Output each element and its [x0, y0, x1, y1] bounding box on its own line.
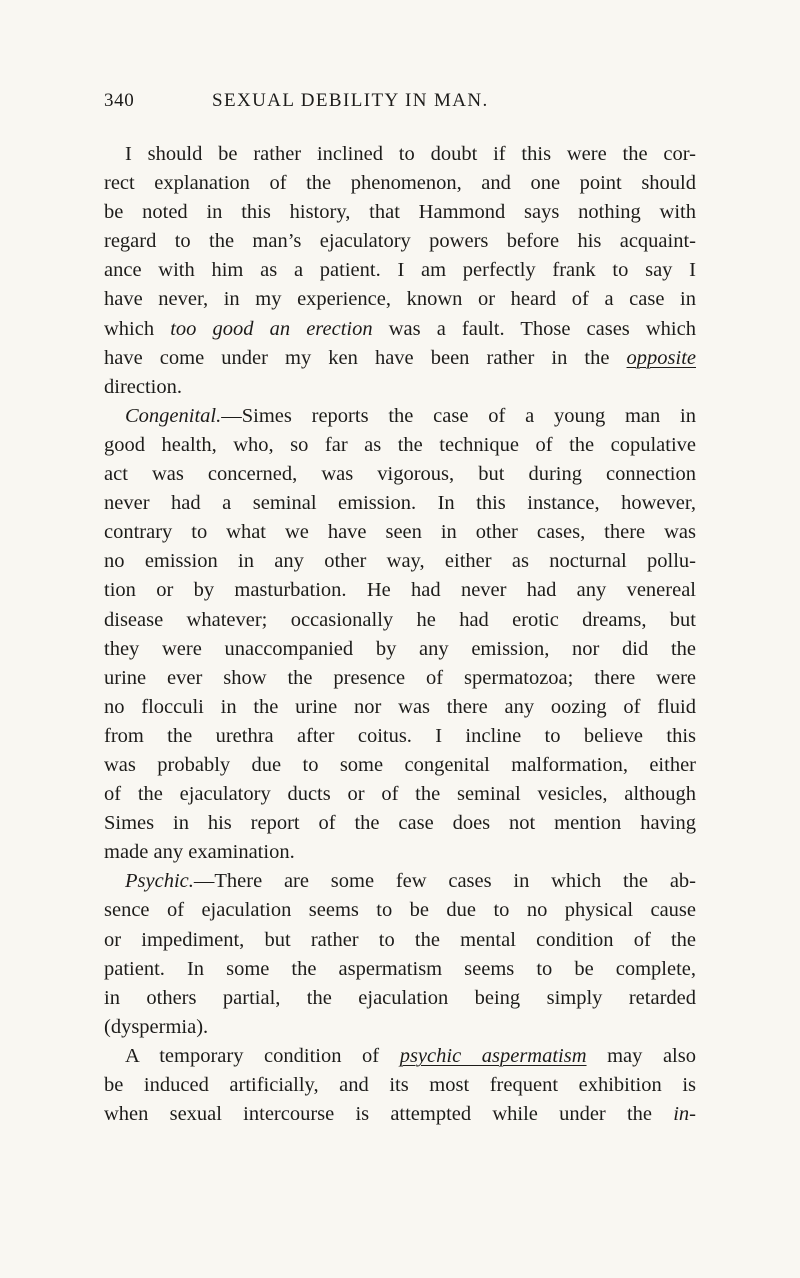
text-line: of the ejaculatory ducts or of the seminal vesicles, although — [104, 783, 696, 806]
text-line: be noted in this history, that Hammond says nothing with — [104, 201, 696, 224]
text-line: when sexual intercourse is attempted while under the in- — [104, 1103, 696, 1126]
paragraph-2 — [104, 402, 696, 868]
page-number: 340 — [104, 90, 135, 111]
text-line: no emission in any other way, either as nocturnal pollu- — [104, 550, 696, 573]
text-line: urine ever show the presence of spermatozoa; there were — [104, 666, 696, 689]
text-line: Psychic.—There are some few cases in which the ab- — [125, 870, 696, 893]
paragraph-4 — [104, 1042, 696, 1129]
underlined-phrase: psychic aspermatism — [399, 1044, 587, 1067]
text-line: regard to the man’s ejaculatory powers before his acquaint- — [104, 230, 696, 253]
text-line: Congenital.—Simes reports the case of a young man in — [125, 404, 696, 427]
text-line: which too good an erection was a fault. Those cases which — [104, 317, 696, 340]
page-header — [104, 90, 704, 120]
text-line: A temporary condition of psychic aspermatism may also — [125, 1044, 696, 1067]
text-line: rect explanation of the phenomenon, and one point should — [104, 172, 696, 195]
text-line: never had a seminal emission. In this instance, however, — [104, 492, 696, 515]
body-text — [104, 140, 696, 1129]
text-line: sence of ejaculation seems to be due to no physical cause — [104, 899, 696, 922]
text-line: was probably due to some congenital malformation, either — [104, 753, 696, 776]
text-line: patient. In some the aspermatism seems to be complete, — [104, 957, 696, 980]
text-line: in others partial, the ejaculation being simply retarded — [104, 986, 696, 1009]
text-line: they were unaccompanied by any emission, nor did the — [104, 637, 696, 660]
text-line: good health, who, so far as the technique of the copulative — [104, 433, 696, 456]
text-line: no flocculi in the urine nor was there any oozing of fluid — [104, 695, 696, 718]
text-line: be induced artificially, and its most frequent exhibition is — [104, 1074, 696, 1096]
paragraph-1 — [104, 140, 696, 402]
text-line: Simes in his report of the case does not mention having — [104, 812, 696, 835]
text-line: have come under my ken have been rather in the opposite — [104, 346, 696, 369]
text-line: have never, in my experience, known or heard of a case in — [104, 288, 696, 311]
running-head: SEXUAL DEBILITY IN MAN. — [212, 90, 489, 111]
text-line: or impediment, but rather to the mental condition of the — [104, 928, 696, 951]
italic-phrase: too good an erection — [170, 317, 373, 340]
text-line: tion or by masturbation. He had never had any venereal — [104, 579, 696, 602]
section-label-congenital: Congenital. — [125, 404, 222, 427]
text-line: act was concerned, was vigorous, but during connection — [104, 463, 696, 486]
text-line: disease whatever; occasionally he had erotic dreams, but — [104, 608, 696, 631]
text-line: contrary to what we have seen in other cases, there was — [104, 521, 696, 544]
italic-fragment: in- — [673, 1103, 696, 1126]
text-line: made any examination. — [104, 841, 295, 864]
text-line: (dyspermia). — [104, 1015, 209, 1038]
text-line: from the urethra after coitus. I incline to believe this — [104, 724, 696, 747]
text-line: direction. — [104, 375, 182, 398]
section-label-psychic: Psychic. — [125, 870, 194, 893]
paragraph-3 — [104, 867, 696, 1042]
underlined-word: opposite — [626, 346, 696, 369]
text-line: ance with him as a patient. I am perfectly frank to say I — [104, 259, 696, 282]
text-line: I should be rather inclined to doubt if this were the cor- — [125, 143, 696, 165]
